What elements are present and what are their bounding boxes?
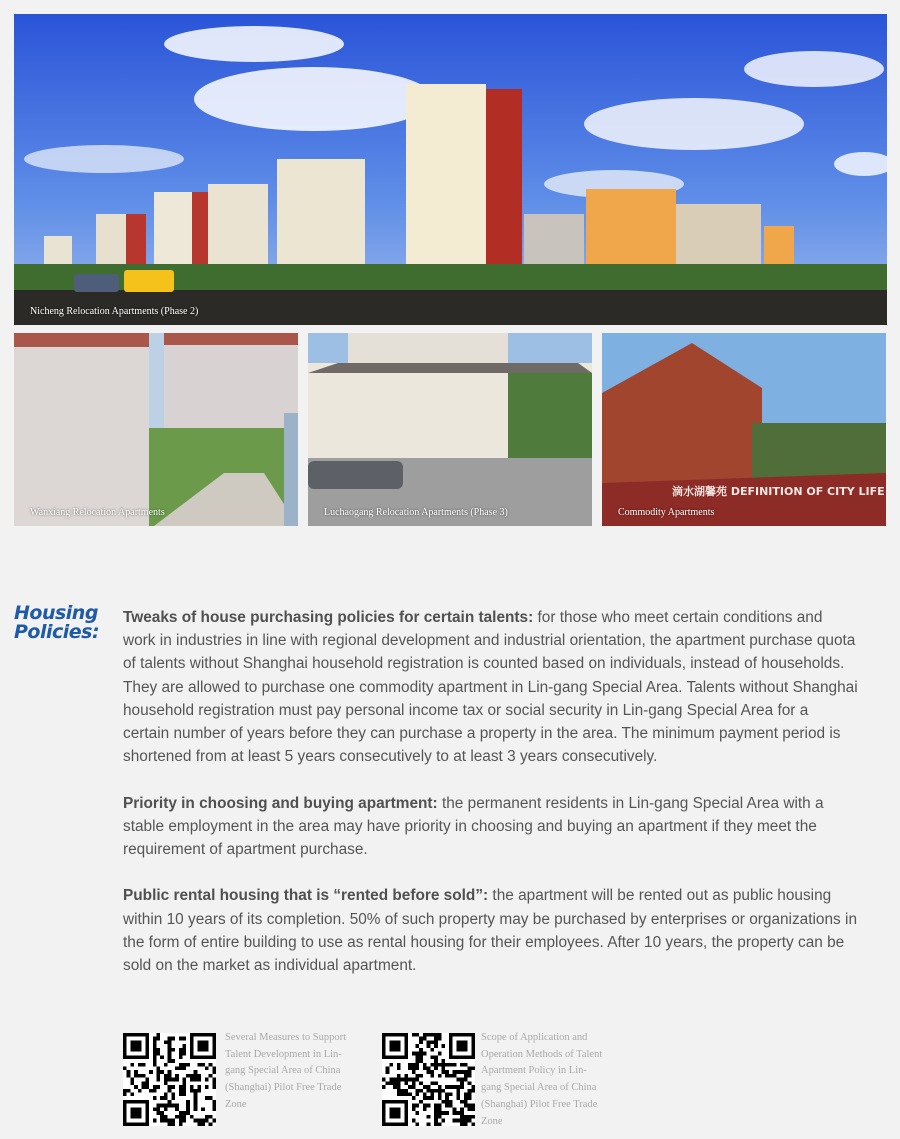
main-photo-caption: Nicheng Relocation Apartments (Phase 2)	[30, 306, 199, 317]
qr-code-label: Several Measures to Support Talent Development in Lin-gang Special Area of China (Shanghai) Pilot Free Trade Zone	[225, 1032, 347, 1110]
section-title-line2: Policies:	[14, 621, 100, 643]
apartment-photo-luchaogang	[308, 333, 592, 526]
policy-body: the permanent residents in Lin-gang Special Area with a stable employment in the area may have priority in choosing and buying an apartment if they meet the requirement of apartment purchase.	[123, 794, 824, 859]
policy-heading: Public rental housing that is “rented before sold”:	[123, 887, 489, 905]
small-photo-1-caption: Wanxiang Relocation Apartments	[30, 507, 165, 518]
small-photo-3	[602, 333, 886, 526]
policy-body: for those who meet certain conditions and work in industries in line with regional development and industrial orientation, the apartment purchase quota of talents without Shanghai household registration is counted based on individuals, instead of households. They are allowed to purchase one commodity apartment in Lin-gang Special Area. Talents without Shanghai household registration must pay personal income tax or social security in Lin-gang Special Area for a certain number of years before they can purchase a property in the area. The minimum payment period is shortened from at least 5 years consecutively to at least 3 years consecutively.	[123, 609, 858, 766]
small-photo-1	[14, 333, 298, 526]
policy-heading: Priority in choosing and buying apartment:	[123, 794, 438, 812]
section-title	[14, 604, 99, 642]
policy-item-public-rental	[123, 884, 858, 977]
small-photo-2	[308, 333, 592, 526]
policy-item-talent-purchase	[123, 606, 858, 768]
qr-code-icon[interactable]	[382, 1033, 475, 1126]
qr-code-icon[interactable]	[123, 1033, 216, 1126]
policy-list	[123, 606, 858, 1000]
policy-heading: Tweaks of house purchasing policies for certain talents:	[123, 609, 534, 626]
policy-item-priority	[123, 792, 858, 862]
apartment-photo-wanxiang	[14, 333, 298, 526]
section-title-line1: Housing	[14, 602, 98, 624]
qr-code-label: Scope of Application and Operation Methods of Talent Apartment Policy in Lin-gang Special Area of China (Shanghai) Pilot Free Trade Zone	[481, 1032, 603, 1127]
small-photo-2-caption: Luchaogang Relocation Apartments (Phase 3)	[324, 507, 508, 518]
policy-body: the apartment will be rented out as public housing within 10 years of its completion. 50% of such property may be purchased by enterprises or organizations in the form of entire building to use as rental housing for their employees. After 10 years, the property can be sold on the market as individual apartment.	[123, 887, 858, 975]
main-photo	[14, 14, 887, 325]
small-photo-3-caption: Commodity Apartments	[618, 507, 715, 518]
apartment-photo-nicheng	[14, 14, 887, 325]
commodity-sign-text: 滴水湖馨苑 DEFINITION OF CITY LIFE	[672, 485, 885, 498]
